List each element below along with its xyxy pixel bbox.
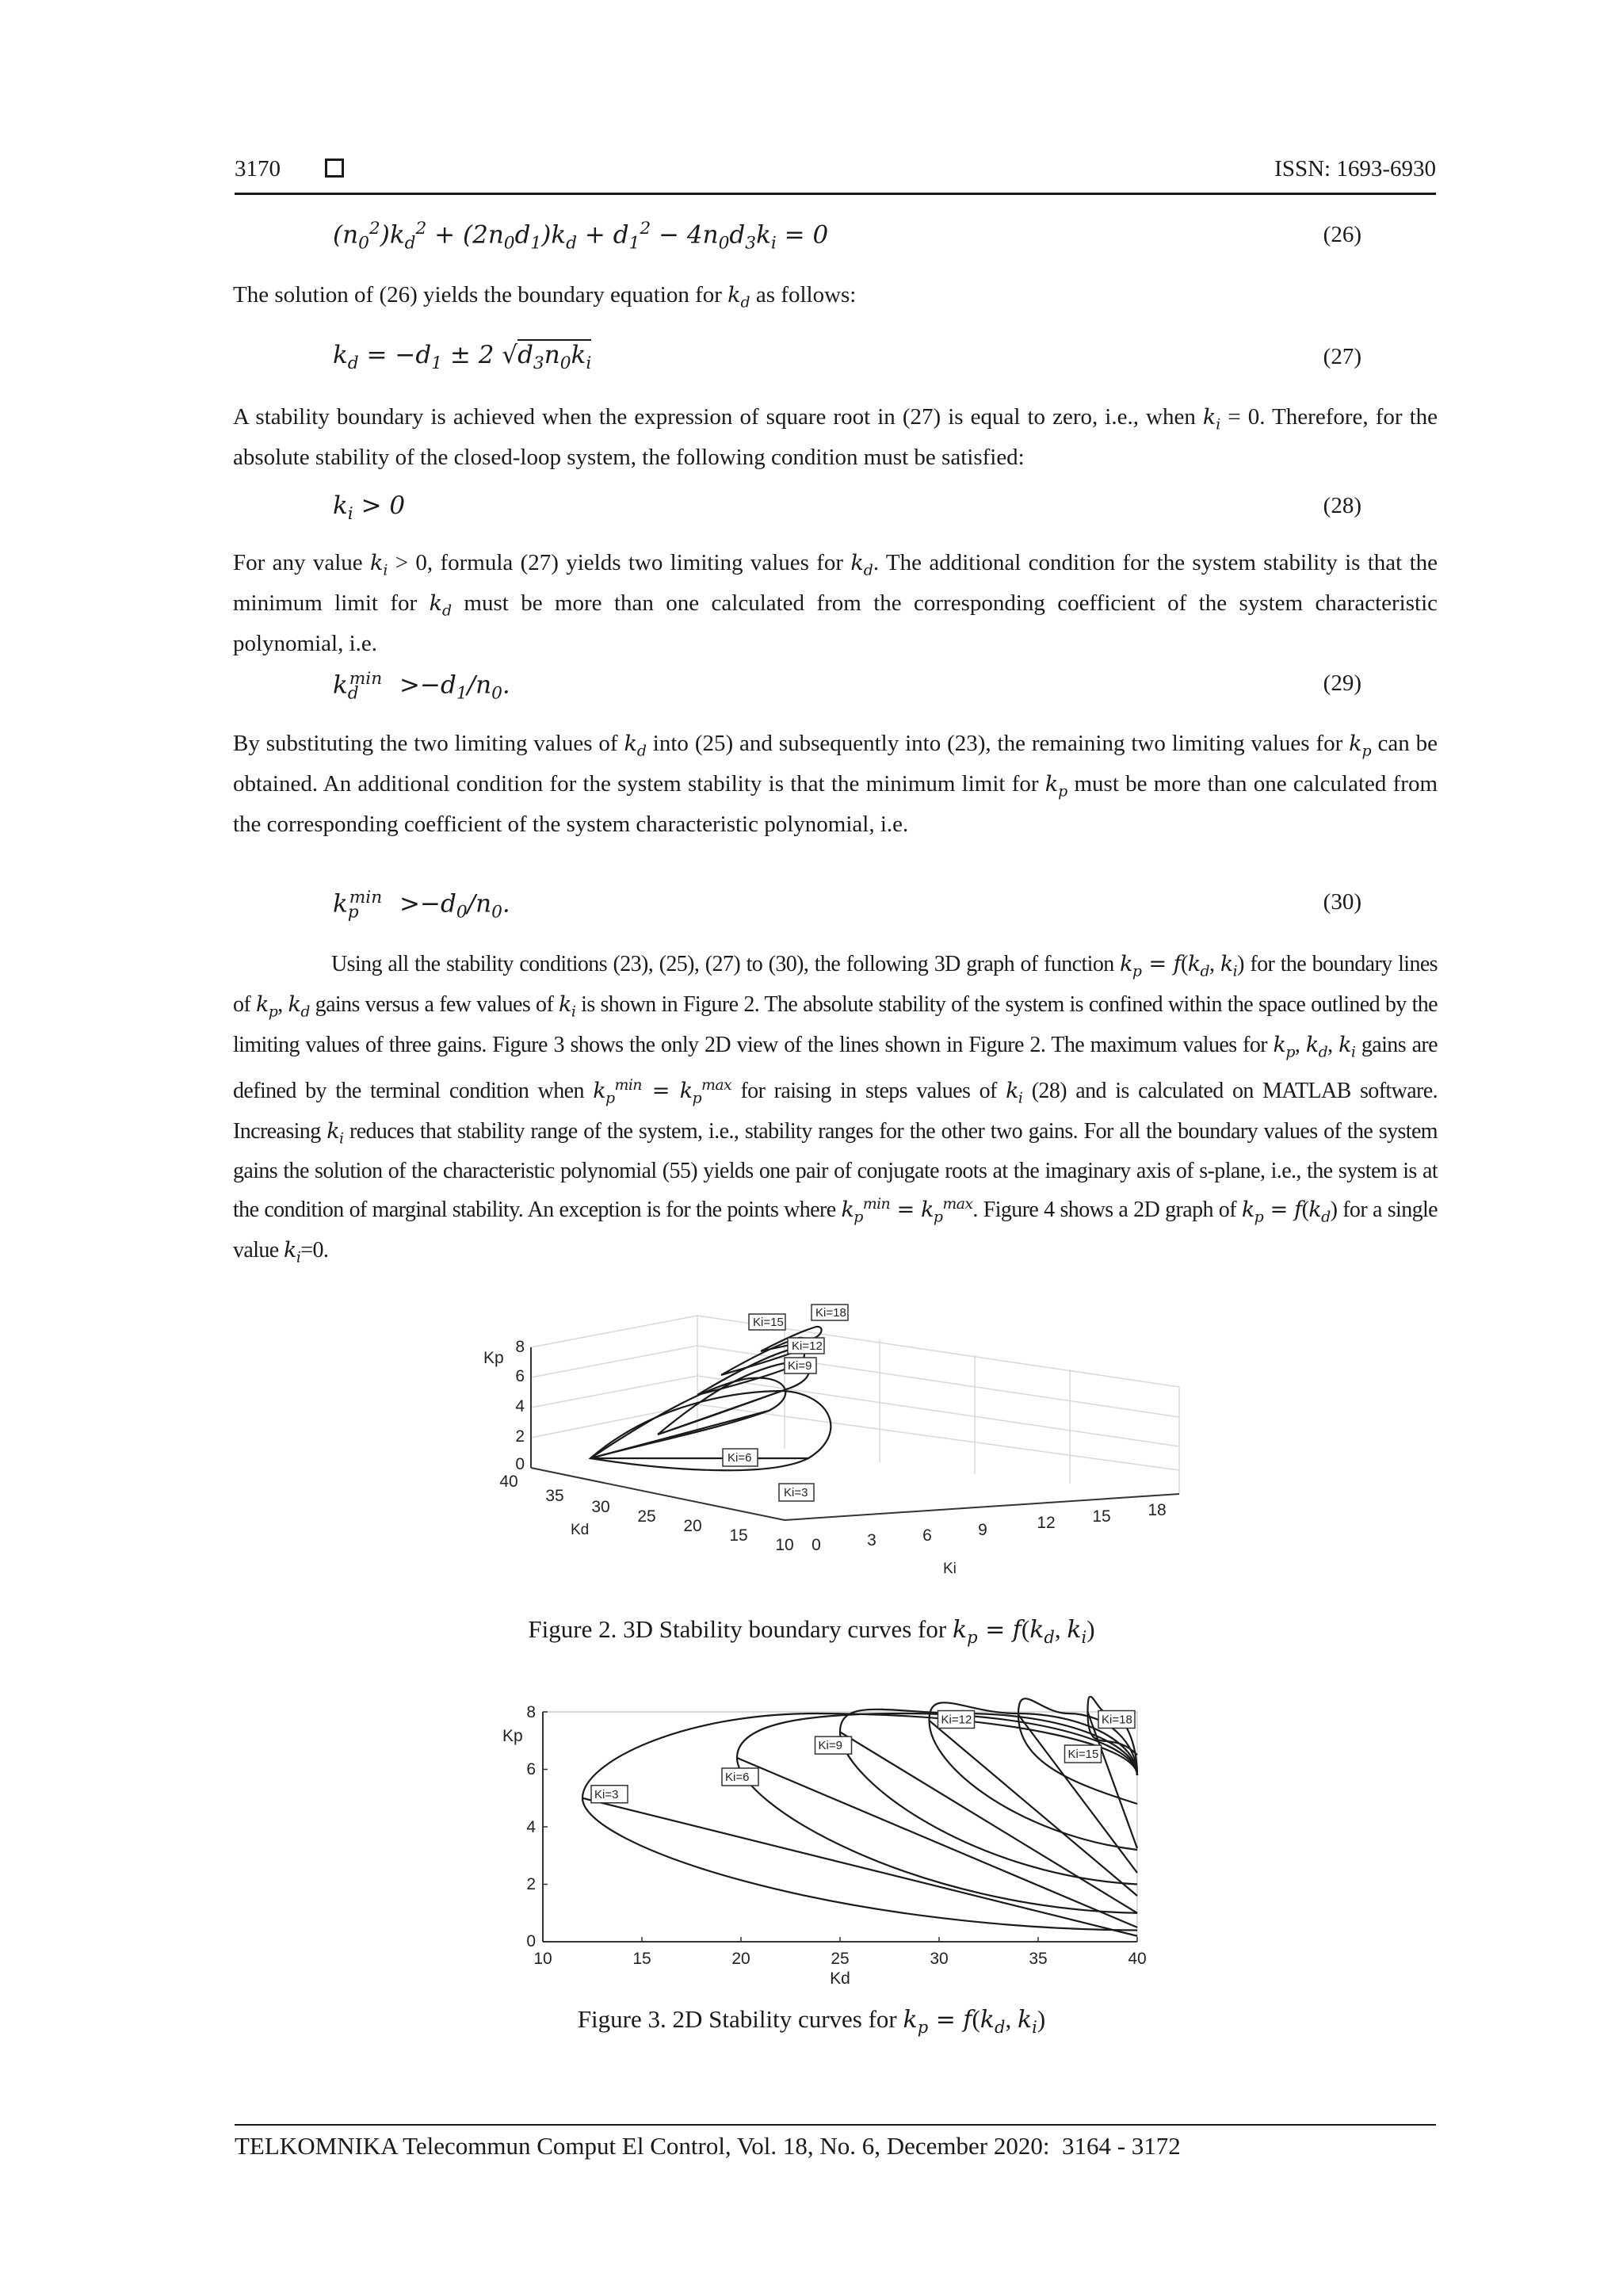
label-ki-18-3d: Ki=18 xyxy=(815,1306,846,1320)
kp-axis-label-3d: Kp xyxy=(483,1349,504,1367)
y-tick-4: 4 xyxy=(526,1818,536,1836)
x-tick-10: 10 xyxy=(533,1950,552,1968)
equation-26: $(n_0^2)k_d^2 + (2n_0d_1)k_d + d_1^2 - 4n_0d_3k_i = 0$ xyxy=(333,219,829,254)
x-tick-20: 20 xyxy=(731,1950,750,1968)
kd-tick-15: 15 xyxy=(729,1526,748,1545)
kp-tick-6: 6 xyxy=(515,1367,525,1385)
equation-29: $k_d^{min} >-d_1/n_0$. xyxy=(333,669,510,704)
x-tick-25: 25 xyxy=(831,1950,850,1968)
label-boxes-3d xyxy=(723,1305,848,1501)
equation-30: $k_p^{min} >-d_0/n_0$. xyxy=(333,888,510,923)
page-number: 3170 xyxy=(235,156,281,181)
boundary-curve-ki-6 xyxy=(737,1713,1137,1913)
label-ki-6-3d: Ki=6 xyxy=(727,1451,752,1465)
curve-label-ki-3: Ki=3 xyxy=(594,1787,619,1801)
chord-line-ki-6 xyxy=(737,1758,1137,1927)
ki-tick-15: 15 xyxy=(1092,1507,1111,1526)
equation-number-27: (27) xyxy=(1323,344,1361,369)
equation-number-28: (28) xyxy=(1323,493,1361,518)
kd-tick-30: 30 xyxy=(591,1498,610,1516)
figure-3-caption: Figure 3. 2D Stability curves for $k_p = f(k_d$, $k_i$) xyxy=(577,2005,1046,2037)
paragraph-4: By substituting the two limiting values of $k_d$ into (25) and subsequently into (23), the remaining two limiting values for $k_p$ can be obtained. An additional condition for the system stability is that the minimum limit for $k_p$ must be more than one calculated from the corresponding coefficient of the system characteristic polynomial, i.e. xyxy=(233,731,1438,837)
label-ki-12-3d: Ki=12 xyxy=(792,1339,823,1353)
x-tick-15: 15 xyxy=(632,1950,651,1968)
figure-2-3d-chart xyxy=(468,1300,1181,1593)
ki-tick-9: 9 xyxy=(978,1521,987,1539)
label-ki-15-3d: Ki=15 xyxy=(753,1316,784,1329)
kp-tick-2: 2 xyxy=(515,1427,525,1446)
ki-tick-3: 3 xyxy=(867,1531,876,1549)
x-tick-35: 35 xyxy=(1029,1950,1048,1968)
chord-line-ki-12 xyxy=(930,1721,1138,1896)
kp-tick-0: 0 xyxy=(515,1455,525,1473)
paragraph-5: Using all the stability conditions (23), (25), (27) to (30), the following 3D graph of function $k_p = f(k_d$, $k_i$) for the boundary lines of $k_p$, $k_d$ gains versus a few values of $k_i$ is shown in Figure 2. The absolute stability of the system is confined within the space outlined by the limiting values of three gains. Figure 3 shows the only 2D view of the lines shown in Figure 2. The maximum values for $k_p$, $k_d$, $k_i$ gains are defined by the terminal condition when $k_p^{min} = k_p^{max}$ for raising in steps values of $k_i$ (28) and is calculated on MATLAB software. Increasing $k_i$ reduces that stability range of the system, i.e., stability ranges for the other two gains. For all the boundary values of the system gains the solution of the characteristic polynomial (55) yields one pair of conjugate roots at the imaginary axis of s-plane, i.e., the system is at the condition of marginal stability. An exception is for the points where $k_p^{min} = k_p^{max}$. Figure 4 shows a 2D graph of $k_p = f(k_d)$ for a single value $k_i=0$. xyxy=(233,952,1438,1266)
y-tick-2: 2 xyxy=(526,1875,536,1893)
grid-3d xyxy=(531,1316,1179,1494)
issn: ISSN: 1693-6930 xyxy=(1274,156,1436,181)
x-tick-40: 40 xyxy=(1128,1950,1147,1968)
y-tick-6: 6 xyxy=(526,1760,536,1778)
kd-axis-label-2d: Kd xyxy=(830,1969,850,1988)
ki-tick-12: 12 xyxy=(1037,1514,1056,1532)
y-tick-0: 0 xyxy=(526,1932,536,1950)
ki-tick-6: 6 xyxy=(922,1526,932,1545)
curve-label-ki-15: Ki=15 xyxy=(1067,1748,1099,1761)
curve-label-ki-12: Ki=12 xyxy=(941,1713,972,1727)
ki-axis-label-3d: Ki xyxy=(943,1561,957,1577)
kd-tick-10: 10 xyxy=(775,1536,794,1554)
equation-number-29: (29) xyxy=(1323,670,1361,696)
square-bullet-icon xyxy=(325,159,344,178)
kp-tick-4: 4 xyxy=(515,1397,525,1415)
kp-tick-8: 8 xyxy=(515,1338,525,1356)
paragraph-2: A stability boundary is achieved when the expression of square root in (27) is equal to zero, i.e., when $k_i = 0$. Therefore, for the absolute stability of the closed-loop system, the following condition must be satisfied: xyxy=(233,404,1438,470)
boundary-curve-ki-3 xyxy=(582,1713,1137,1931)
curve-label-ki-9: Ki=9 xyxy=(818,1739,842,1753)
curve-label-ki-6: Ki=6 xyxy=(725,1771,750,1784)
ki-tick-18: 18 xyxy=(1148,1501,1167,1519)
chord-line-ki-3 xyxy=(582,1798,1137,1936)
kp-axis-label-2d: Kp xyxy=(502,1727,523,1745)
kd-tick-20: 20 xyxy=(683,1517,702,1535)
footer-rule xyxy=(235,2124,1436,2126)
equation-number-26: (26) xyxy=(1323,222,1361,247)
header-rule xyxy=(235,193,1436,195)
kd-tick-35: 35 xyxy=(545,1487,564,1505)
chord-line-ki-15 xyxy=(1018,1715,1137,1873)
kd-axis-label-3d: Kd xyxy=(571,1522,590,1538)
equation-number-30: (30) xyxy=(1323,889,1361,915)
kd-tick-40: 40 xyxy=(499,1473,518,1491)
y-tick-8: 8 xyxy=(526,1703,536,1721)
ki-tick-0: 0 xyxy=(812,1536,821,1554)
equation-28: $k_i > 0$ xyxy=(333,491,406,525)
footer-citation: TELKOMNIKA Telecommun Comput El Control, Vol. 18, No. 6, December 2020: 3164 - 3172 xyxy=(235,2132,1181,2160)
paragraph-1: The solution of (26) yields the boundary equation for $k_d$ as follows: xyxy=(233,282,857,311)
label-ki-9-3d: Ki=9 xyxy=(788,1359,812,1373)
figure-2-caption: Figure 2. 3D Stability boundary curves for $k_p = f(k_d$, $k_i$) xyxy=(528,1615,1095,1647)
paragraph-3: For any value $k_i > 0$, formula (27) yields two limiting values for $k_d$. The additional condition for the system stability is that the minimum limit for $k_d$ must be more than one calculated from the corresponding coefficient of the system characteristic polynomial, i.e. xyxy=(233,550,1438,656)
label-ki-3-3d: Ki=3 xyxy=(784,1486,808,1499)
x-tick-30: 30 xyxy=(930,1950,949,1968)
kd-tick-25: 25 xyxy=(637,1507,656,1526)
curve-label-ki-18: Ki=18 xyxy=(1102,1713,1132,1727)
figure-3-2d-chart xyxy=(491,1696,1165,1989)
equation-27: $k_d = -d_1 \pm 2$ $√d_3n_0k_i$ xyxy=(333,341,592,374)
